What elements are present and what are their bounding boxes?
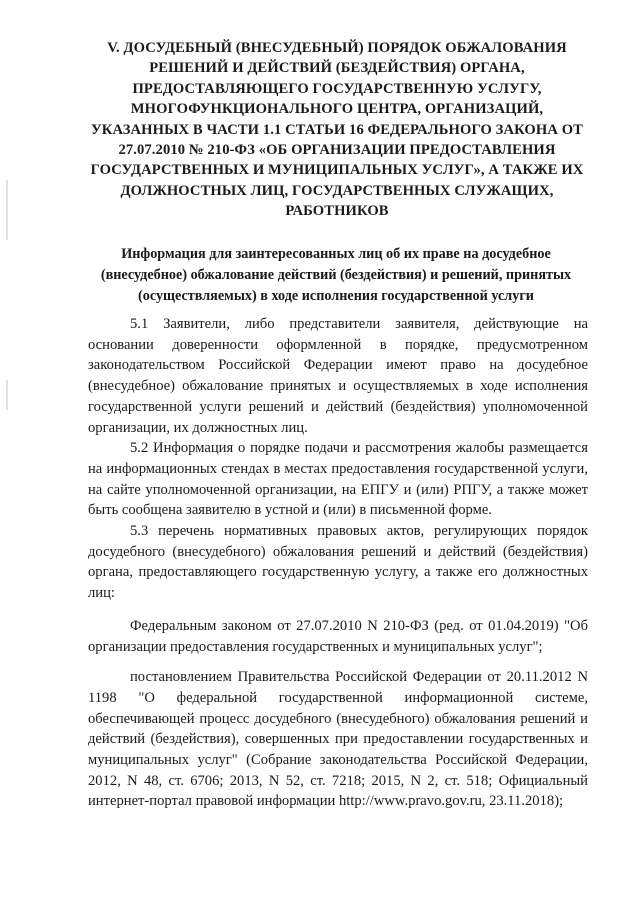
section-heading: V. ДОСУДЕБНЫЙ (ВНЕСУДЕБНЫЙ) ПОРЯДОК ОБЖАЛОВАНИЯ РЕШЕНИЙ И ДЕЙСТВИЙ (БЕЗДЕЙСТВИЯ) ОРГАНА, ПРЕДОСТАВЛЯЮЩЕГО ГОСУДАРСТВЕННУЮ УСЛУГУ, МНОГОФУНКЦИОНАЛЬНОГО ЦЕНТРА, ОРГАНИЗАЦИЙ, УКАЗАННЫХ В ЧАСТИ 1.1 СТАТЬИ 16 ФЕДЕРАЛЬНОГО ЗАКОНА ОТ 27.07.2010 № 210-ФЗ «ОБ ОРГАНИЗАЦИИ ПРЕДОСТАВЛЕНИЯ ГОСУДАРСТВЕННЫХ И МУНИЦИПАЛЬНЫХ УСЛУГ», А ТАКЖЕ ИХ ДОЛЖНОСТНЫХ ЛИЦ, ГОСУДАРСТВЕННЫХ СЛУЖАЩИХ, РАБОТНИКОВ (90, 40, 584, 220)
paragraph-5-2: 5.2 Информация о порядке подачи и рассмотрения жалобы размещается на информационных стендах в местах предоставления государственной услуги, на сайте уполномоченной организации, на ЕПГУ и (или) РПГУ, а также может быть сообщена заявителю в устной и (или) в письменной форме. (88, 440, 588, 519)
paragraph-federal-law: Федеральным законом от 27.07.2010 N 210-ФЗ (ред. от 01.04.2019) "Об организации предоставления государственных и муниципальных услуг"; (88, 617, 588, 655)
scan-margin-mark (6, 180, 8, 240)
document-body (88, 314, 588, 812)
paragraph-government-decree: постановлением Правительства Российской Федерации от 20.11.2012 N 1198 "О федеральной государственной информационной системе, обеспечивающей процесс досудебного (внесудебного) обжалования решений и действий (бездействия), совершенных при предоставлении государственных и муниципальных услуг" (Собрание законодательства Российской Федерации, 2012, N 48, ст. 6706; 2013, N 52, ст. 7218; 2015, N 2, ст. 518; Официальный интернет-портал правовой информации http://www.pravo.gov.ru, 23.11.2018); (88, 669, 588, 810)
paragraph-5-3: 5.3 перечень нормативных правовых актов, регулирующих порядок досудебного (внесудебного) обжалования решений и действий (бездействия) органа, предоставляющего государственную услугу, а также его должностных лиц: (88, 523, 588, 602)
scan-margin-mark (6, 380, 8, 410)
paragraph-5-1: 5.1 Заявители, либо представители заявителя, действующие на основании доверенности оформленной в порядке, предусмотренном законодательством Российской Федерации имеют право на досудебное (внесудебное) обжалование принятых и осуществляемых в ходе исполнения государственной услуги решений и действий (бездействия) уполномоченной организации, их должностных лиц. (88, 316, 588, 436)
section-subheading: Информация для заинтересованных лиц об их праве на досудебное (внесудебное) обжалование действий (бездействия) и решений, принятых (осуществляемых) в ходе исполнения государственной услуги (100, 246, 572, 304)
